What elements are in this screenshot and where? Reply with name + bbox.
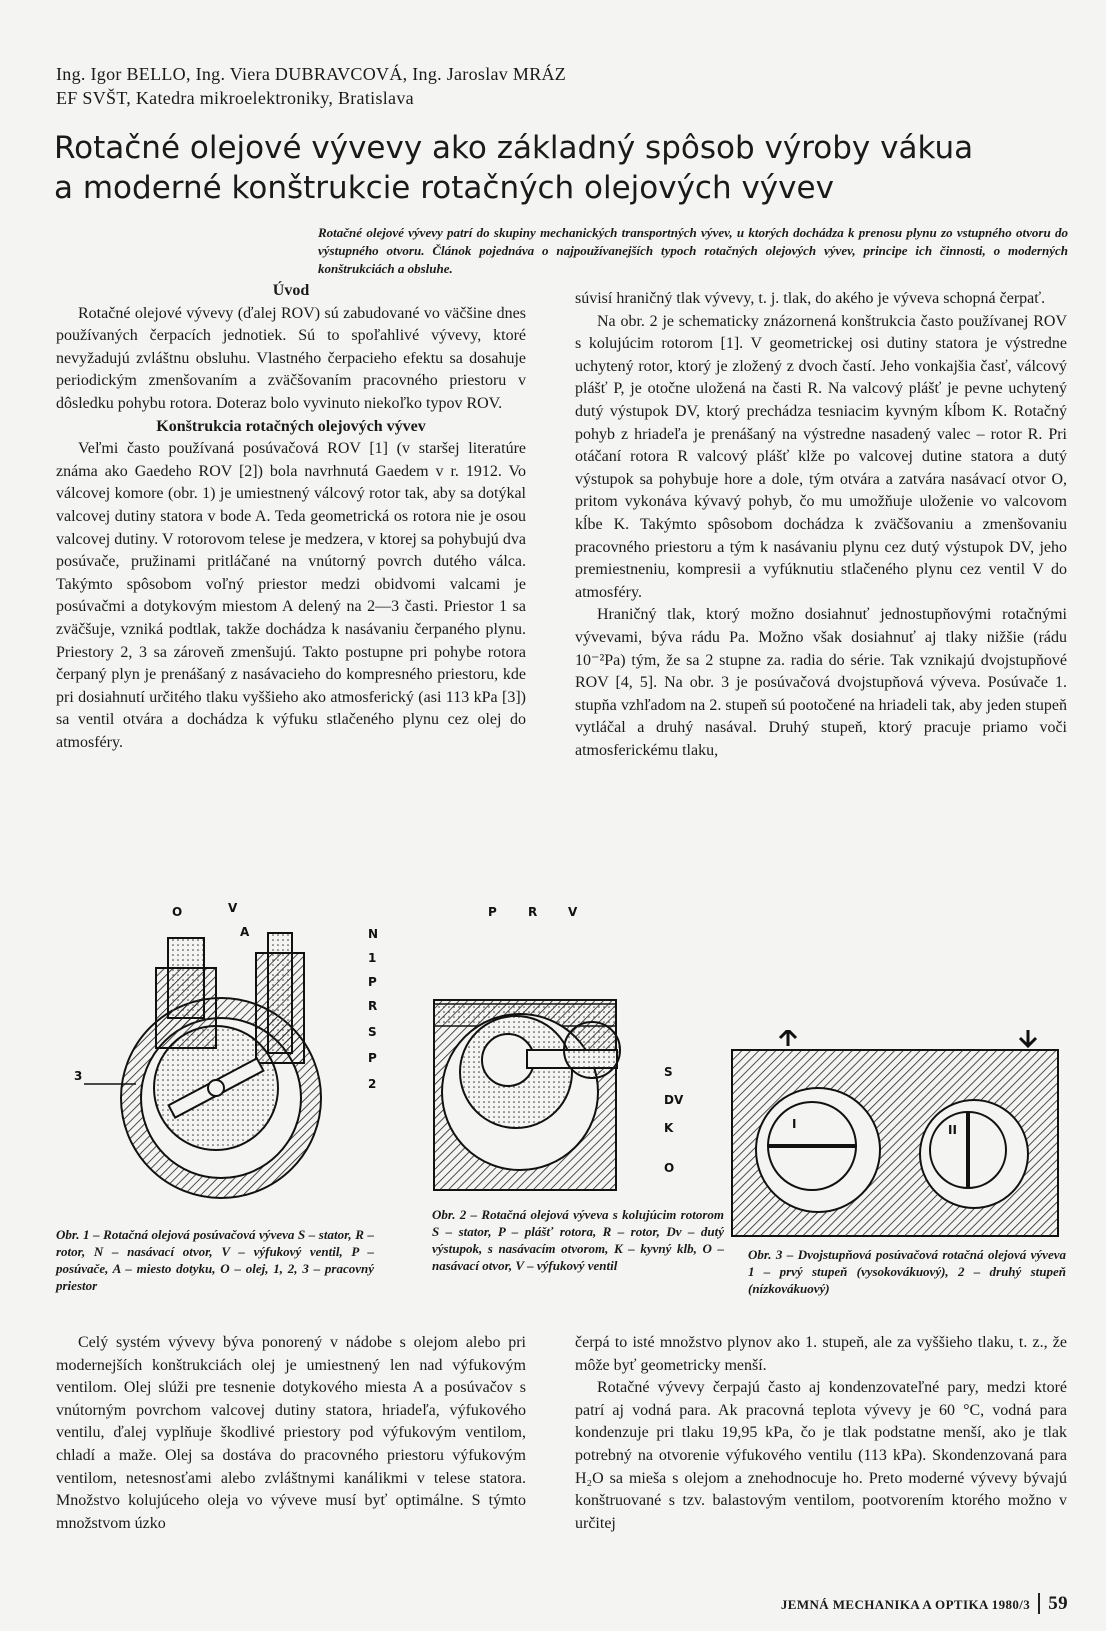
paragraph-continued: súvisí hraničný tlak vývevy, t. j. tlak, do akého je výveva schopná čerpať. [575, 290, 1046, 307]
fig2-label-S: S [664, 1065, 673, 1079]
fig1-label-3: 3 [74, 1069, 83, 1083]
journal-name: JEMNÁ MECHANIKA A OPTIKA 1980/3 [780, 1597, 1031, 1612]
fig1-label-O: O [172, 905, 183, 919]
fig2-label-DV: DV [664, 1093, 684, 1107]
figure-3-diagram [728, 1030, 1062, 1240]
title-line-1: Rotačné olejové vývevy ako základný spôsob výroby vákua [54, 130, 974, 166]
fig2-label-R: R [528, 905, 538, 919]
fig1-label-V: V [228, 901, 238, 915]
fig2-label-K: K [664, 1121, 674, 1135]
paragraph-condensation: Rotačné vývevy čerpajú často aj kondenzovateľné pary, medzi ktoré patrí aj vodná para. Ak pracovná teplota vývevy je 60 °C, vodná para kondenzuje pri tlaku 19,95 kPa, čo je tlak podstatne menší, ako je tlak potrebný na otvorenie výfukového ventilu (113 kPa). Skondenzovaná para H₂O sa mieša s olejom a znehodnocuje ho. Preto moderné vývevy bývajú konštruované s tzv. balastovým ventilom, pootvorením ktorého možno v určitej [575, 1379, 1067, 1532]
fig1-label-1: 1 [368, 951, 377, 965]
left-column-upper [56, 280, 526, 754]
right-column-lower [575, 1332, 1067, 1535]
title-line-2: a moderné konštrukcie rotačných olejových vývev [54, 170, 834, 206]
fig2-label-O: O [664, 1161, 675, 1175]
paragraph-fig2: Na obr. 2 je schematicky znázornená konštrukcia často používanej ROV s kolujúcim rotorom [1]. V geometrickej osi dutiny statora je výstredne uchytený rotor, ktorý je zložený z dvoch častí. Jeho vonkajšia časť, válcový plášť P, je otočne uložená na časti R. Na valcový plášť je pevne uchytený dutý výstupok DV, ktorý prechádza tesniacim kyvným kĺbom K. Rotačný pohyb z hriadeľa je prenášaný na výstredne nasadený valec – rotor R. Pri otáčaní rotora R valcový plášť klže po valcovej dutine statora a dutý výstupok sa pohybuje hore a dole, tým otvára a zatvára nasávací otvor O, pritom vykonáva kývavý pohyb, čo mu umožňuje uloženie vo valcovom kĺbe K. Takýmto spôsobom dochádza k zväčšovaniu a zmenšovaniu pracovného priestoru a tým k nasávaniu plynu cez dutý výstupok DV, jeho premiestneniu, kompresii a vyfúknutiu stlačeného plynu cez ventil V do atmosféry. [575, 312, 1067, 601]
authors-affiliation: EF SVŠT, Katedra mikroelektroniky, Bratislava [56, 88, 414, 108]
figure-2-caption: Obr. 2 – Rotačná olejová výveva s kolujúcim rotorom S – stator, P – plášť rotora, R – rotor, Dv – dutý výstupok, s nasávacím otvorom, K – kyvný klb, O – nasávací otvor, V – výfukový ventil [432, 1207, 724, 1273]
fig1-label-S: S [368, 1025, 377, 1039]
paragraph-oil: Celý systém vývevy býva ponorený v nádobe s olejom alebo pri modernejších konštrukciách olej je umiestnený len nad výfukovým ventilom. Olej slúži pre tesnenie dotykového miesta A a posúvačov s vnútorným povrchom valcovej dutiny statora, hriadeľa, výfukového ventilu, ďalej vyplňuje škodlivé priestory pod výfukovým ventilom, chladí a maže. Olej sa dostáva do pracovného priestoru výfukovým ventilom, netesnosťami alebo zvláštnymi kanálikmi v telese statora. Množstvo kolujúceho oleja vo vývеve musí byť optimálne. S týmto množstvom úzko [56, 1334, 526, 1532]
fig1-label-2: 2 [368, 1077, 377, 1091]
heading-construction: Konštrukcia rotačných olejových vývev [156, 417, 426, 435]
fig1-label-R: R [368, 999, 378, 1013]
authors [56, 62, 566, 110]
heading-intro: Úvod [272, 282, 310, 299]
article-title [54, 128, 1054, 208]
fig1-label-P: P [368, 975, 377, 989]
fig2-label-V: V [568, 905, 578, 919]
right-column-upper [575, 288, 1067, 762]
page-footer [781, 1593, 1068, 1615]
figure-3-caption: Obr. 3 – Dvojstupňová posúvačová rotačná olejová výveva 1 – prvý stupeň (vysokovákuový), 2 – druhý stupeň (nízkovákuový) [748, 1247, 1066, 1296]
left-column-lower [56, 1332, 526, 1535]
paragraph-fig3: Hraničný tlak, ktorý možno dosiahnuť jednostupňovými rotačnými vývevami, býva rádu Pa. Možno však dosiahnuť aj tlaky nižšie (rádu 10⁻²Pa) tým, že sa 2 stupne za. radia do série. Tak vznikajú dvojstupňové ROV [4, 5]. Na obr. 3 je posúvačová dvojstupňová výveva. Posúvače 1. stupňa vzhľadom na 2. stupeň sú pootočené na hriadeli tak, aby jeden stupeň vytláčal a druhý nasával. Druhý stupeň, ktorý pracuje priamo voči atmosferickému tlaku, [575, 606, 1067, 759]
paragraph-intro: Rotačné olejové vývevy (ďalej ROV) sú zabudované vo väčšine dnes používaných čerpacích jednotiek. Sú to spoľahlivé vývevy, ktoré nevyžadujú zvláštnu obsluhu. Vlastného čerpacieho efektu sa dosahuje periodickým zmenšovaním a zväčšovaním pracovného priestoru v dôsledku pohybu rotora. Doteraz bolo vyvinuto niekoľko typov ROV. [56, 304, 526, 412]
fig3-label-II: II [948, 1123, 957, 1137]
abstract: Rotačné olejové vývevy patrí do skupiny mechanických transportných vývev, u ktorých dochádza k prenosu plynu zo vstupného otvoru do výstupného otvoru. Článok pojednáva o najpoužívanejších typoch rotačných olejových vývev, principe ich činnosti, o moderných konštrukciách a obsluhe. [318, 225, 1068, 276]
page-number: 59 [1038, 1593, 1068, 1614]
paragraph-construction: Veľmi často používaná posúvačová ROV [1] (v staršej literatúre známa ako Gaedeho ROV [2]) bola navrhnutá Gaedem v r. 1912. Vo válcovej komore (obr. 1) je umiestnený válcový rotor tak, aby sa dotýkal valcovej dutiny statora v bode A. Teda geometrická os rotora nie je osou valcovej dutiny. V rotorovom telese je medzera, v ktorej sa pohybujú dva posúvače, pružinami pritláčané na vnútorný povrch dutého válca. Takýmto spôsobom voľný priestor medzi obidvomi valcami je posúvačmi a dotykovým miestom A delený na 2—3 časti. Priestor 1 sa zväčšuje, vzniká podtlak, takže dochádza k nasávaniu čerpaného plynu. Priestory 2, 3 sa zároveň zmenšujú. Takto postupne pri pohybe rotora čerpaný plyn je prenášaný z nasávacieho do kompresného priestoru, kde pri dosiahnutí určitého tlaku vyššieho ako atmosferický (asi 113 kPa [3]) sa ventil otvára a dochádza k výfuku stlačeného plynu cez olej do atmosféry. [56, 440, 526, 751]
fig1-label-A: A [240, 925, 250, 939]
fig1-label-N: N [368, 927, 379, 941]
fig2-label-P: P [488, 905, 497, 919]
fig3-label-I: I [792, 1117, 797, 1131]
figure-2-diagram [432, 900, 732, 1198]
authors-names: Ing. Igor BELLO, Ing. Viera DUBRAVCOVÁ, Ing. Jaroslav MRÁZ [56, 64, 567, 84]
paragraph-second-stage: čerpá to isté množstvo plynov ako 1. stupeň, ale za vyššieho tlaku, t. z., že môže byť geometricky menší. [575, 1334, 1067, 1374]
figure-1-diagram [56, 898, 406, 1218]
figure-1-caption: Obr. 1 – Rotačná olejová posúvačová výveva S – stator, R – rotor, N – nasávací otvor, V – výfukový ventil, P – posúvače, A – miesto dotyku, O – olej, 1, 2, 3 – pracovný priestor [56, 1227, 374, 1293]
fig1-label-P2: P [368, 1051, 377, 1065]
